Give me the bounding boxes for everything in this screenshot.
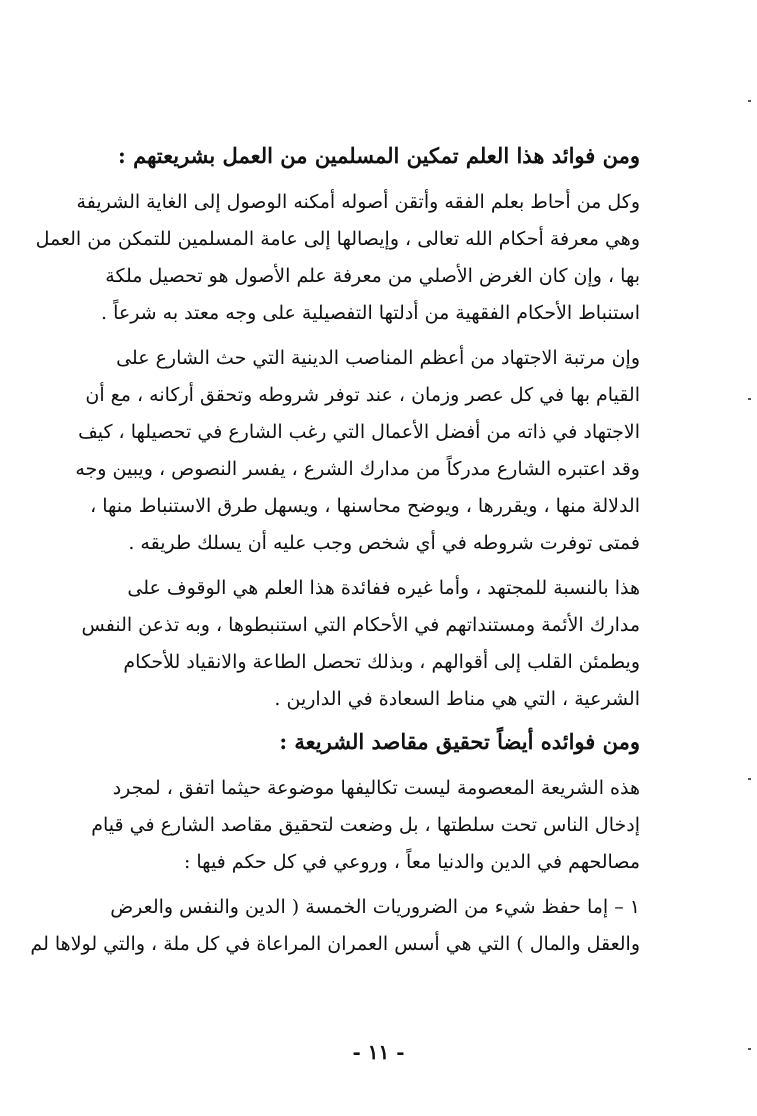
text-line: استنباط الأحكام الفقهية من أدلتها التفصيلية على وجه معتد به شرعاً . (100, 302, 640, 324)
scan-mark (748, 398, 751, 400)
text-line: هذا بالنسبة للمجتهد ، وأما غيره ففائدة هذا العلم هي الوقوف على (127, 577, 640, 599)
text-line: وإن مرتبة الاجتهاد من أعظم المناصب الدينية التي حث الشارع على (116, 347, 640, 369)
text-line: الاجتهاد في ذاته من أفضل الأعمال التي رغب الشارع في تحصيلها ، كيف (78, 421, 640, 443)
text-line: الدلالة منها ، ويقررها ، ويوضح محاسنها ، ويسهل طرق الاستنباط منها ، (90, 495, 640, 517)
text-line: ويطمئن القلب إلى أقوالهم ، وبذلك تحصل الطاعة والانقياد للأحكام (123, 651, 640, 673)
text-line: والعقل والمال ) التي هي أسس العمران المراعاة في كل ملة ، والتي لولاها لم (30, 933, 640, 955)
heading-objectives: ومن فوائده أيضاً تحقيق مقاصد الشريعة : (279, 729, 640, 754)
page-number: - ١١ - (352, 1040, 405, 1064)
scan-mark (748, 100, 751, 102)
paragraph-1 (35, 184, 640, 332)
text-line: بها ، وإن كان الغرض الأصلي من معرفة علم الأصول هو تحصيل ملكة (105, 265, 640, 287)
text-line: إدخال الناس تحت سلطتها ، بل وضعت لتحقيق مقاصد الشارع في قيام (91, 814, 640, 836)
heading-benefits: ومن فوائد هذا العلم تمكين المسلمين من العمل بشريعتهم : (118, 143, 640, 168)
text-line: وكل من أحاط بعلم الفقه وأتقن أصوله أمكنه الوصول إلى الغاية الشريفة (76, 191, 640, 213)
text-line: الشرعية ، التي هي مناط السعادة في الدارين . (274, 688, 640, 710)
text-line: وقد اعتبره الشارع مدركاً من مدارك الشرع ، يفسر النصوص ، ويبين وجه (75, 458, 640, 480)
paragraph-3 (40, 570, 640, 718)
scan-mark (748, 778, 751, 780)
text-line: مصالحهم في الدين والدنيا معاً ، وروعي في كل حكم فيها : (183, 851, 640, 873)
text-line: مدارك الأئمة ومستنداتهم في الأحكام التي استنبطوها ، وبه تذعن النفس (81, 614, 640, 636)
text-line: فمتى توفرت شروطه في أي شخص وجب عليه أن يسلك طريقه . (128, 532, 640, 554)
text-line: ١ – إما حفظ شيء من الضروريات الخمسة ( الدين والنفس والعرض (110, 896, 640, 918)
paragraph-4 (40, 770, 640, 881)
paragraph-5 (30, 889, 640, 963)
paragraph-2 (40, 340, 640, 562)
scan-mark (748, 1048, 751, 1050)
page-body (30, 140, 640, 971)
text-line: القيام بها في كل عصر وزمان ، عند توفر شروطه وتحقق أركانه ، مع أن (85, 384, 640, 406)
text-line: هذه الشريعة المعصومة ليست تكاليفها موضوعة حيثما اتفق ، لمجرد (112, 777, 640, 799)
text-line: وهي معرفة أحكام الله تعالى ، وإيصالها إلى عامة المسلمين للتمكن من العمل (35, 228, 640, 250)
